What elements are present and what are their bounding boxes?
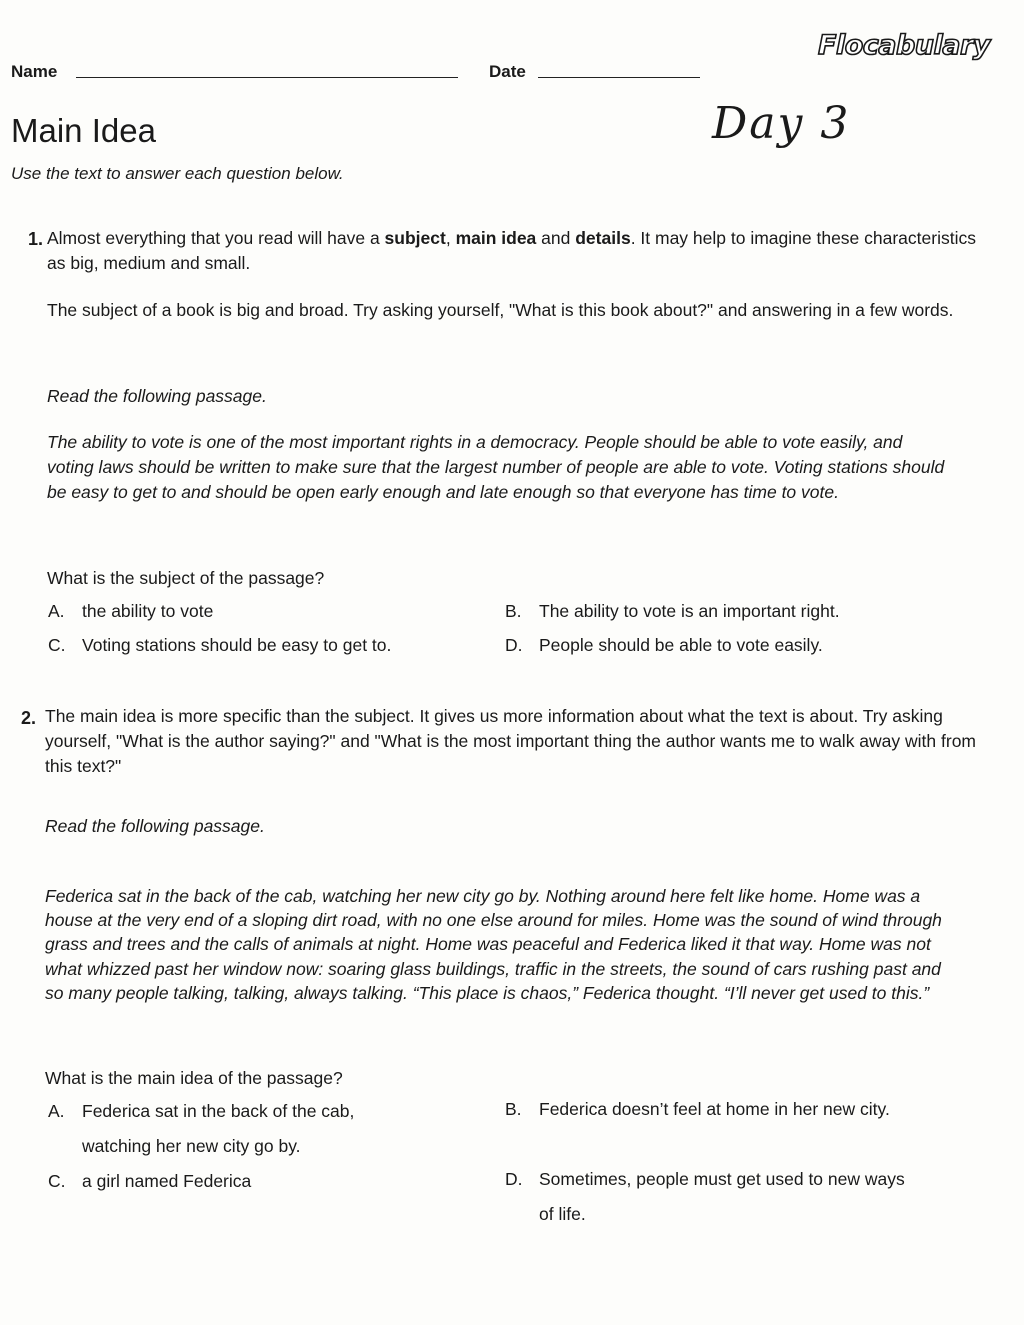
question-1-prompt: What is the subject of the passage? — [47, 568, 325, 588]
question-2-prompt: What is the main idea of the passage? — [45, 1068, 343, 1088]
name-line[interactable] — [76, 77, 458, 78]
q2-option-d[interactable]: D. Sometimes, people must get used to new ways of life. — [505, 1169, 905, 1224]
question-1-number: 1. — [28, 229, 44, 249]
question-1-intro: Almost everything that you read will have a subject, main idea and details. It may help to imagine these characteristics as big, medium and small. — [47, 228, 976, 273]
name-label: Name — [11, 62, 58, 81]
q1-option-b[interactable]: B. The ability to vote is an important right. — [505, 601, 840, 621]
handwritten-day: Day 3 — [712, 98, 851, 149]
question-1-explanation: The subject of a book is big and broad. Try asking yourself, "What is this book about?" and answering in a few words. — [47, 300, 954, 320]
flocabulary-logo: Flocabulary — [818, 30, 990, 61]
q2-option-c[interactable]: C. a girl named Federica — [48, 1171, 252, 1191]
q2-option-b[interactable]: B. Federica doesn’t feel at home in her new city. — [505, 1099, 890, 1119]
q2-option-a[interactable]: A. Federica sat in the back of the cab, watching her new city go by. — [48, 1101, 355, 1156]
question-1-read-prompt: Read the following passage. — [47, 386, 267, 406]
date-label: Date — [489, 62, 526, 81]
question-2-intro: The main idea is more specific than the subject. It gives us more information about what the text is about. Try asking yourself, "What is the author saying?" and "What is the most important thing the author wants me to walk away with from this text?" — [45, 706, 977, 776]
q1-option-d[interactable]: D. People should be able to vote easily. — [505, 635, 823, 655]
question-2-read-prompt: Read the following passage. — [45, 816, 265, 836]
date-line[interactable] — [538, 77, 700, 78]
page-title: Main Idea — [11, 112, 156, 149]
question-2-number: 2. — [21, 708, 37, 728]
q1-option-a[interactable]: A. the ability to vote — [48, 601, 214, 621]
instructions: Use the text to answer each question below. — [11, 164, 344, 183]
question-2-passage: Federica sat in the back of the cab, watching her new city go by. Nothing around here felt like home. Home was a house at the very end of a sloping dirt road, with no one else around for miles. Home was the sound of wind through grass and trees and the calls of animals at night. Home was peaceful and Federica liked it that way. Home was not what whizzed past her window now: soaring glass buildings, traffic in the streets, the sound of cars rushing past and so many people talking, talking, always talking. “This place is chaos,” Federica thought. “I’ll never get used to this.” — [45, 886, 942, 1003]
question-1-passage: The ability to vote is one of the most important rights in a democracy. People should be able to vote easily, and voting laws should be written to make sure that the largest number of people are able to vote. Voting stations should be easy to get to and should be open early enough and late enough so that everyone has time to vote. — [47, 432, 945, 502]
q1-option-c[interactable]: C. Voting stations should be easy to get to. — [48, 635, 392, 655]
